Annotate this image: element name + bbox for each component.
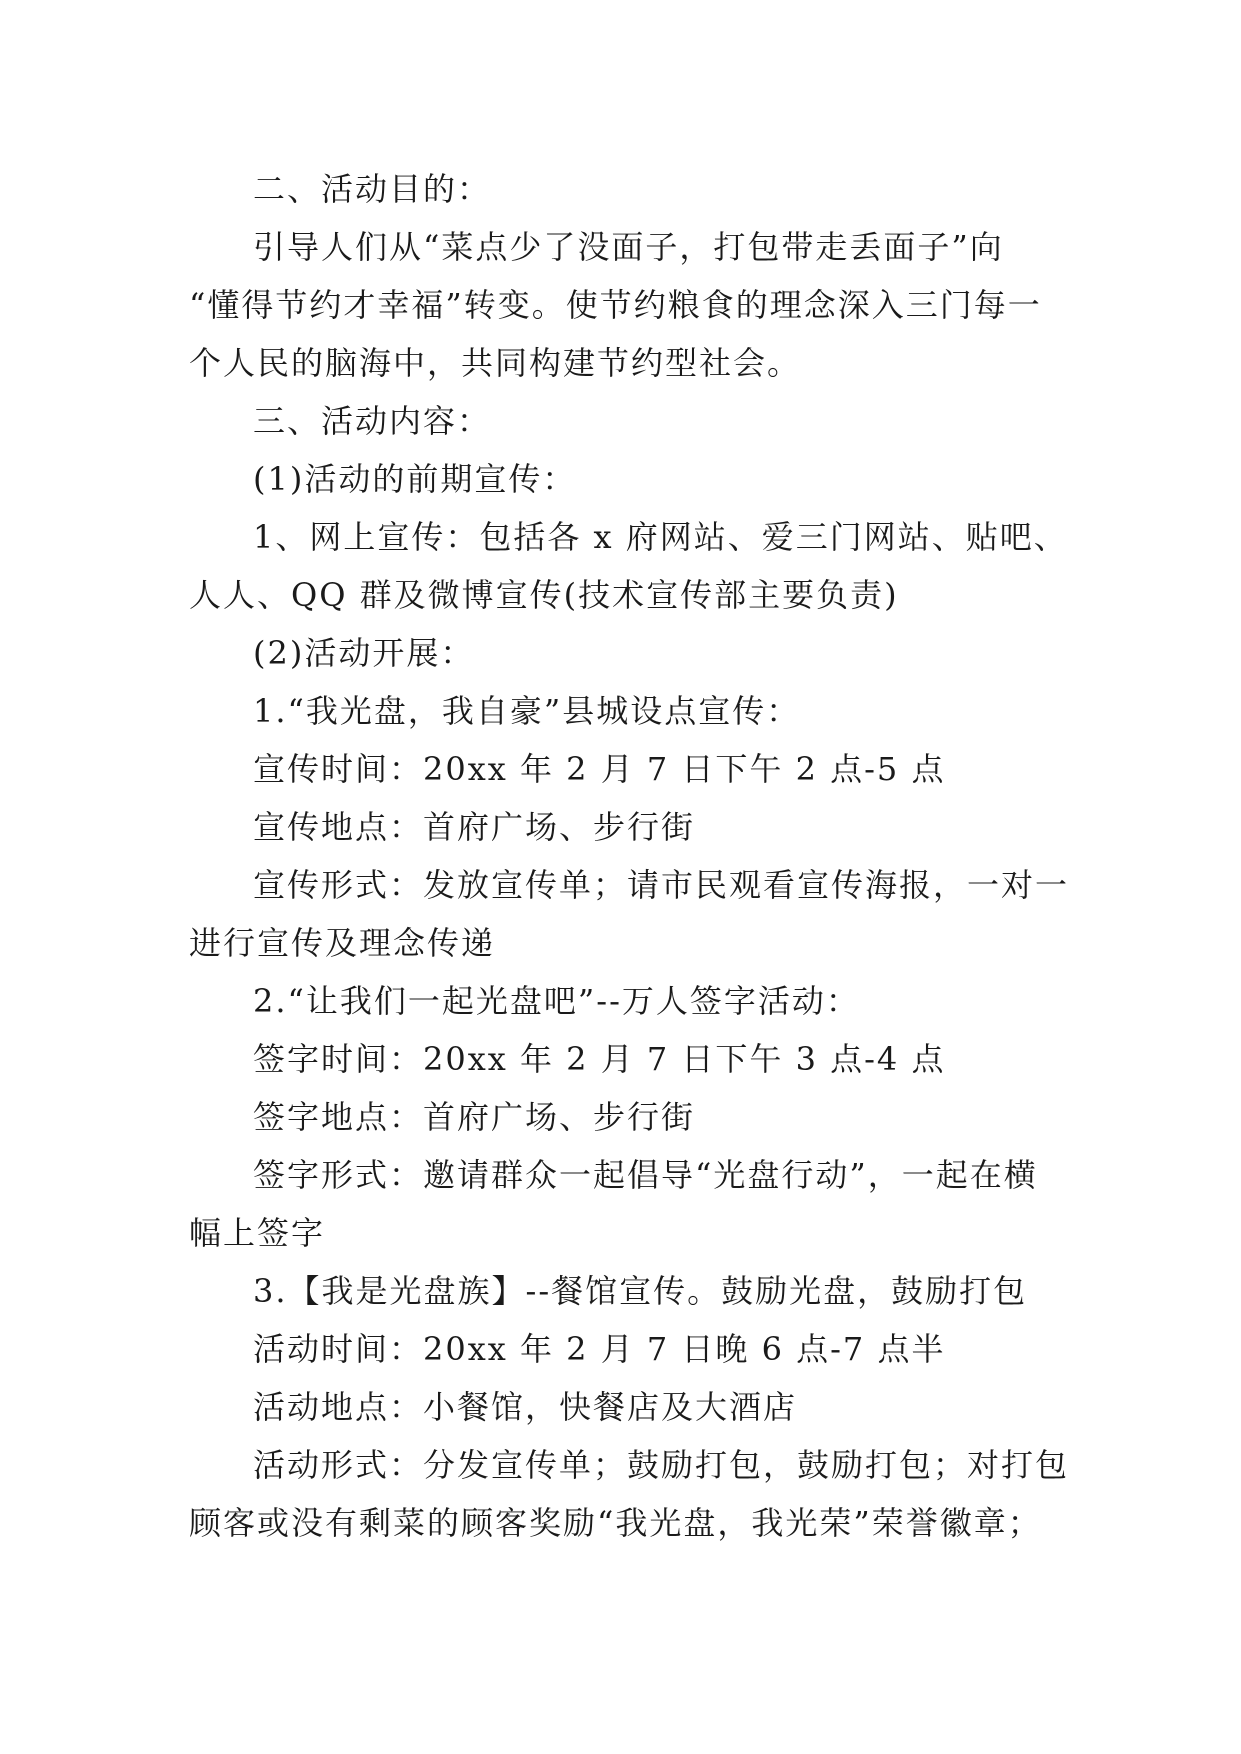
paragraph-line: 宣传时间：20xx 年 2 月 7 日下午 2 点-5 点 [253,750,946,788]
paragraph-line: 活动地点：小餐馆，快餐店及大酒店 [253,1388,798,1426]
paragraph-line: 签字形式：邀请群众一起倡导“光盘行动”，一起在横 [253,1156,1038,1194]
activity-title-2: 2.“让我们一起光盘吧”--万人签字活动： [253,982,860,1020]
paragraph-line: 人人、QQ 群及微博宣传(技术宣传部主要负责) [189,576,899,614]
section-heading-purpose: 二、活动目的： [253,170,492,208]
document-body [189,160,1070,1552]
paragraph-line: 签字地点：首府广场、步行街 [253,1098,696,1136]
paragraph-line: 宣传地点：首府广场、步行街 [253,808,696,846]
paragraph-line: 进行宣传及理念传递 [189,924,496,962]
activity-title-3: 3.【我是光盘族】--餐馆宣传。鼓励光盘，鼓励打包 [253,1272,1028,1310]
subsection-heading-promotion: (1)活动的前期宣传： [253,460,577,498]
paragraph-line: 个人民的脑海中，共同构建节约型社会。 [189,344,802,382]
paragraph-line: 宣传形式：发放宣传单；请市民观看宣传海报，一对一 [253,866,1070,904]
paragraph-line: “懂得节约才幸福”转变。使节约粮食的理念深入三门每一 [189,286,1042,324]
paragraph-line: 1、网上宣传：包括各 x 府网站、爱三门网站、贴吧、 [253,518,1068,556]
paragraph-line: 幅上签字 [189,1214,326,1252]
paragraph-line: 引导人们从“菜点少了没面子，打包带走丢面子”向 [253,228,1004,266]
paragraph-line: 活动形式：分发宣传单；鼓励打包，鼓励打包；对打包 [253,1446,1070,1484]
paragraph-line: 顾客或没有剩菜的顾客奖励“我光盘，我光荣”荣誉徽章； [189,1504,1042,1542]
activity-title-1: 1.“我光盘，我自豪”县城设点宣传： [253,692,801,730]
subsection-heading-activities: (2)活动开展： [253,634,475,672]
paragraph-line: 签字时间：20xx 年 2 月 7 日下午 3 点-4 点 [253,1040,946,1078]
section-heading-content: 三、活动内容： [253,402,492,440]
paragraph-line: 活动时间：20xx 年 2 月 7 日晚 6 点-7 点半 [253,1330,946,1368]
